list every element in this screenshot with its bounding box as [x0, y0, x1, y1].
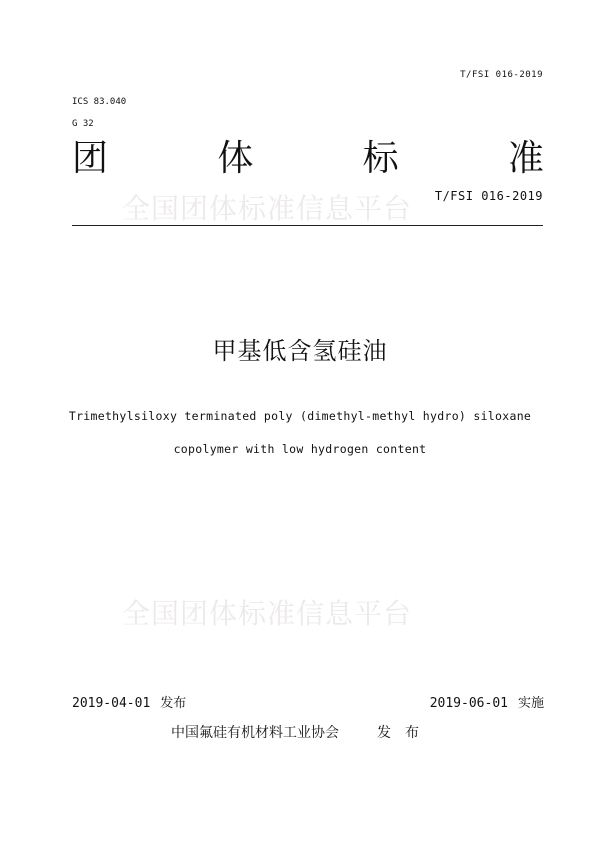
- publisher-name: 中国氟硅有机材料工业协会: [171, 725, 339, 741]
- english-title-line-2: copolymer with low hydrogen content: [173, 442, 427, 456]
- watermark-top: 全国团体标准信息平台: [122, 192, 413, 225]
- implement-date-group: [430, 692, 544, 711]
- publisher-row: [171, 722, 433, 742]
- document-type-title: [72, 137, 544, 181]
- title-char-2: 体: [217, 138, 254, 179]
- header-standard-code: T/FSI 016-2019: [460, 70, 543, 80]
- implement-date: 2019-06-01: [429, 696, 508, 711]
- english-title-line-1: Trimethylsiloxy terminated poly (dimethyl-methyl hydro) siloxane: [68, 409, 532, 423]
- implement-label: 实施: [517, 696, 544, 711]
- publish-date-group: [72, 692, 186, 711]
- ccs-code: G 32: [72, 119, 94, 129]
- date-row: [72, 692, 544, 711]
- title-char-1: 团: [72, 138, 109, 179]
- publish-date: 2019-04-01: [72, 696, 151, 711]
- standard-number: T/FSI 016-2019: [434, 189, 543, 203]
- chinese-title: 甲基低含氢硅油: [212, 337, 388, 365]
- publish-label: 发布: [160, 696, 187, 711]
- watermark-bottom: 全国团体标准信息平台: [122, 597, 413, 630]
- title-char-4: 准: [507, 138, 544, 179]
- header-divider: [72, 225, 543, 226]
- publisher-issue-label: 发布: [377, 725, 433, 741]
- ics-code: ICS 83.040: [72, 97, 127, 107]
- title-char-3: 标: [362, 138, 399, 179]
